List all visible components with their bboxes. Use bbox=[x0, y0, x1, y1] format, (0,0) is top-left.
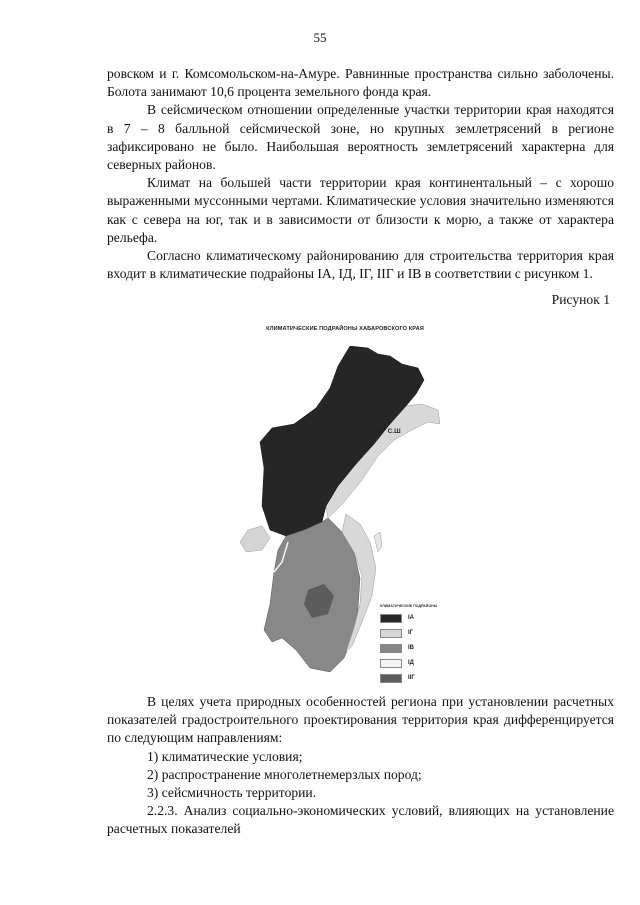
zone-ia bbox=[260, 346, 424, 536]
legend-label: IА bbox=[408, 615, 414, 621]
list-item: 3) сейсмичность территории. bbox=[147, 785, 317, 801]
legend-swatch-iv bbox=[380, 644, 402, 653]
paragraph-differentiation: В целях учета природных особенностей региона при установлении расчетных показателей градостроительного проектирования территория края дифференцируется по следующим направлениям: bbox=[107, 694, 614, 746]
map-legend bbox=[380, 604, 460, 689]
legend-title: КЛИМАТИЧЕСКИЕ ПОДРАЙОНЫ bbox=[380, 604, 438, 608]
legend-swatch-iig bbox=[380, 674, 402, 683]
legend-item bbox=[380, 659, 460, 674]
climate-map-figure bbox=[230, 326, 460, 681]
legend-item bbox=[380, 614, 460, 629]
paragraph-zoning: Согласно климатическому районированию для строительства территория края входит в климатические подрайоны IА, IД, IГ, IIГ и IВ в соответствии с рисунком 1. bbox=[107, 248, 614, 282]
legend-item bbox=[380, 674, 460, 689]
latitude-label: 58° С.Ш bbox=[376, 428, 401, 435]
list-item: 1) климатические условия; bbox=[147, 748, 303, 764]
list-item: 2) распространение многолетнемерзлых пород; bbox=[147, 766, 422, 782]
legend-swatch-ia bbox=[380, 614, 402, 623]
section-heading-2-2-3: 2.2.3. Анализ социально-экономических условий, влияющих на установление расчетных показателей bbox=[107, 803, 614, 837]
body-text-top bbox=[107, 65, 614, 283]
legend-label: IIГ bbox=[408, 675, 415, 681]
legend-swatch-id bbox=[380, 659, 402, 668]
legend-label: IД bbox=[408, 660, 414, 666]
figure-caption: Рисунок 1 bbox=[551, 292, 610, 307]
page-number: 55 bbox=[313, 30, 327, 45]
legend-label: IВ bbox=[408, 645, 414, 651]
legend-label: IГ bbox=[408, 630, 414, 636]
paragraph-continuation: ровском и г. Комсомольском-на-Амуре. Равнинные пространства сильно заболочены. Болота занимают 10,6 процента земельного фонда края. bbox=[107, 66, 614, 100]
legend-item bbox=[380, 644, 460, 659]
legend-swatch-ig bbox=[380, 629, 402, 638]
island-fragment bbox=[374, 532, 382, 552]
body-text-bottom bbox=[107, 693, 614, 839]
legend-item bbox=[380, 629, 460, 644]
map-title: КЛИМАТИЧЕСКИЕ ПОДРАЙОНЫ ХАБАРОВСКОГО КРАЯ bbox=[266, 326, 424, 332]
paragraph-seismic: В сейсмическом отношении определенные участки территории края находятся в 7 – 8 балльной сейсмической зоне, но крупных землетрясений в регионе зафиксировано не было. Наибольшая вероятность землетрясений характерна для северных районов. bbox=[107, 102, 614, 173]
zone-ig-west bbox=[240, 526, 270, 552]
paragraph-climate: Климат на большей части территории края континентальный – с хорошо выраженными муссонными чертами. Климатические условия значительно изменяются как с севера на юг, так и в зависимости от близости к морю, а также от характера рельефа. bbox=[107, 175, 614, 245]
